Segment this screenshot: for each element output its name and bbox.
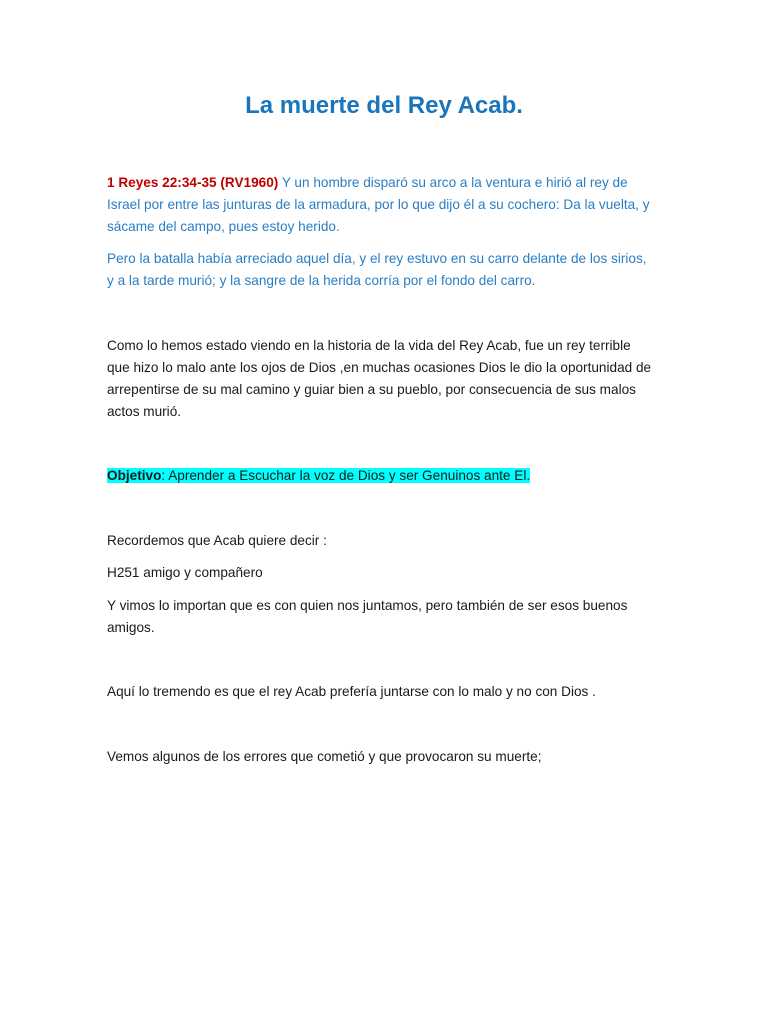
objective-paragraph	[107, 465, 655, 487]
strongs-paragraph: H251 amigo y compañero	[107, 565, 263, 580]
objective-label: Objetivo	[107, 468, 162, 483]
errors-paragraph: Vemos algunos de los errores que cometió y que provocaron su muerte;	[107, 749, 542, 764]
remember-paragraph: Recordemos que Acab quiere decir :	[107, 533, 327, 548]
objective-text: : Aprender a Escuchar la voz de Dios y ser Genuinos ante El.	[161, 468, 531, 483]
scripture-verse-34	[107, 172, 655, 238]
friends-paragraph: Y vimos lo importan que es con quien nos juntamos, pero también de ser esos buenos amigos.	[107, 598, 628, 635]
tremendous-paragraph: Aquí lo tremendo es que el rey Acab prefería juntarse con lo malo y no con Dios .	[107, 684, 596, 699]
intro-paragraph: Como lo hemos estado viendo en la historia de la vida del Rey Acab, fue un rey terrible que hizo lo malo ante los ojos de Dios ,en muchas ocasiones Dios le dio la oportunidad de arrepentirse de su mal camino y guiar bien a su pueblo, por consecuencia de sus malos actos murió.	[107, 338, 652, 419]
scripture-verse-35: Pero la batalla había arreciado aquel día, y el rey estuvo en su carro delante de los sirios, y a la tarde murió; y la sangre de la herida corría por el fondo del carro.	[107, 251, 647, 288]
objective-highlight	[107, 468, 530, 483]
scripture-verse-34-text: Y un hombre disparó su arco a la ventura e hirió al rey de Israel por entre las junturas de la armadura, por lo que dijo él a su cochero: Da la vuelta, y sácame del campo, pues estoy herido.	[107, 175, 650, 234]
page-title: La muerte del Rey Acab.	[245, 92, 523, 119]
scripture-reference: 1 Reyes 22:34-35 (RV1960)	[107, 175, 279, 190]
